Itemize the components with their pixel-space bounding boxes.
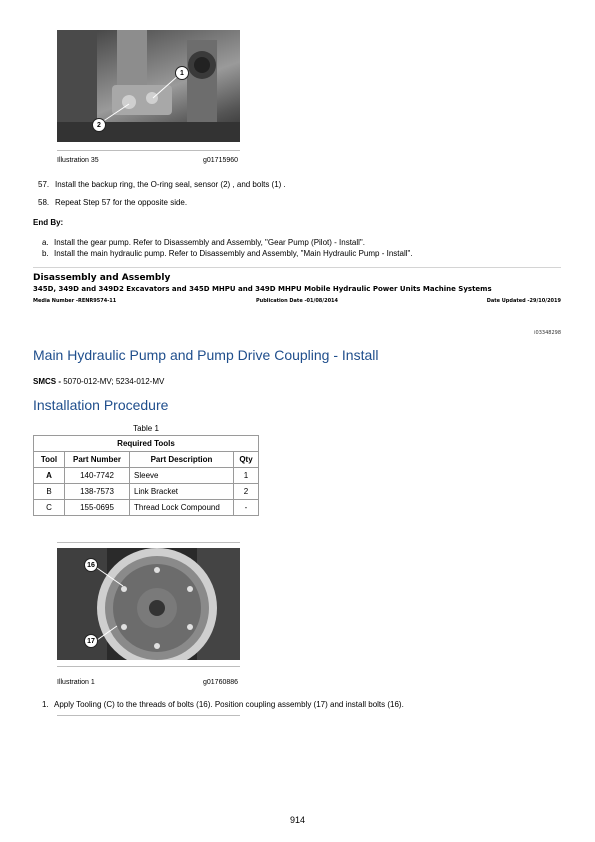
step-58	[38, 198, 187, 207]
callout-17: 17	[84, 634, 98, 648]
col-header-qty: Qty	[234, 452, 259, 468]
cell-part-number: 138-7573	[65, 484, 130, 500]
installation-heading: Installation Procedure	[33, 397, 169, 413]
illustration-1-top-rule	[57, 542, 240, 543]
cell-qty: 1	[234, 468, 259, 484]
cell-part-number: 140-7742	[65, 468, 130, 484]
table-row	[34, 500, 259, 516]
item-text: Install the gear pump. Refer to Disassembly and Assembly, "Gear Pump (Pilot) - Install".	[54, 238, 365, 247]
step-57	[38, 180, 286, 189]
illustration-35-rule	[57, 150, 240, 151]
end-by-item-b	[42, 249, 413, 258]
table-caption: Table 1	[133, 424, 159, 433]
table-row	[34, 484, 259, 500]
end-by-label: End By:	[33, 218, 64, 227]
step-text: Install the backup ring, the O-ring seal, sensor (2) , and bolts (1) .	[55, 180, 286, 189]
section-divider	[33, 267, 561, 268]
cell-qty: 2	[234, 484, 259, 500]
illustration-1-caption: Illustration 1	[57, 679, 95, 686]
callout-16: 16	[84, 558, 98, 572]
item-letter: a.	[42, 238, 49, 247]
col-header-part-description: Part Description	[130, 452, 234, 468]
illustration-35-caption: Illustration 35	[57, 157, 99, 164]
illustration-1-code: g01760886	[203, 679, 239, 686]
cell-part-description: Sleeve	[130, 468, 234, 484]
cell-part-description: Thread Lock Compound	[130, 500, 234, 516]
page-number: 914	[289, 815, 306, 825]
smcs-value: 5070-012-MV; 5234-012-MV	[63, 377, 165, 386]
cell-qty: -	[234, 500, 259, 516]
step-number: 57.	[38, 180, 50, 189]
table-title: Required Tools	[34, 436, 259, 452]
cell-part-description: Link Bracket	[130, 484, 234, 500]
smcs-label: SMCS -	[33, 377, 64, 386]
doc-title: Disassembly and Assembly	[33, 273, 171, 283]
page-title: Main Hydraulic Pump and Pump Drive Coupling - Install	[33, 347, 379, 363]
step-text: Repeat Step 57 for the opposite side.	[55, 198, 188, 207]
pump-sensor-drawing	[57, 30, 240, 142]
col-header-tool: Tool	[34, 452, 65, 468]
callout-1: 1	[175, 66, 189, 80]
callout-2: 2	[92, 118, 106, 132]
step-number: 58.	[38, 198, 50, 207]
publication-date: Publication Date -01/08/2014	[256, 298, 339, 304]
illustration-1-rule	[57, 666, 240, 667]
illustration-35-photo	[57, 30, 240, 142]
required-tools-table	[33, 435, 259, 516]
step-1	[42, 700, 404, 709]
date-updated: Date Updated -29/10/2019	[486, 298, 561, 304]
col-header-part-number: Part Number	[65, 452, 130, 468]
cell-tool: A	[34, 468, 65, 484]
step-number: 1.	[42, 700, 49, 709]
illustration-35-code: g01715960	[203, 157, 239, 164]
doc-subtitle: 345D, 349D and 349D2 Excavators and 345D MHPU and 349D MHPU Mobile Hydraulic Power Units Machine Systems	[33, 285, 492, 293]
cell-tool: B	[34, 484, 65, 500]
item-text: Install the main hydraulic pump. Refer to Disassembly and Assembly, "Main Hydraulic Pump - Install".	[54, 249, 413, 258]
end-by-item-a	[42, 238, 365, 247]
step-rule	[57, 715, 240, 716]
item-letter: b.	[42, 249, 49, 258]
table-row	[34, 468, 259, 484]
step-text: Apply Tooling (C) to the threads of bolts (16). Position coupling assembly (17) and install bolts (16).	[54, 700, 404, 709]
smcs-line	[33, 377, 164, 386]
cell-part-number: 155-0695	[65, 500, 130, 516]
cell-tool: C	[34, 500, 65, 516]
doc-id: i03348298	[534, 330, 561, 336]
illustration-1-photo	[57, 548, 240, 660]
media-number: Media Number -RENR9574-11	[33, 298, 117, 304]
